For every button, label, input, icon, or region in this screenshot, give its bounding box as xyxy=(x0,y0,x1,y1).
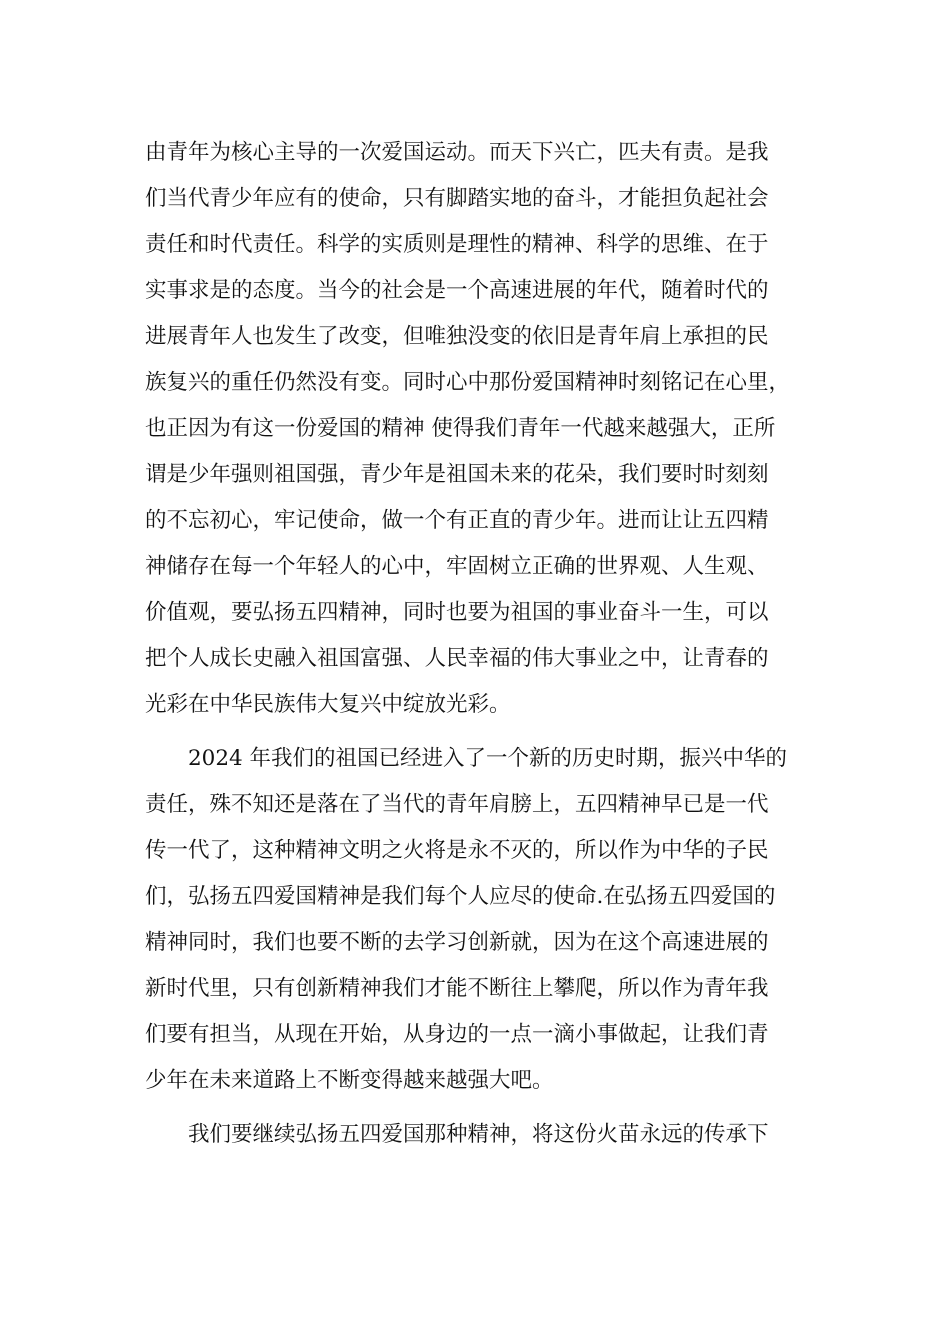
text-line: 少年在未来道路上不断变得越来越强大吧。 xyxy=(145,1068,554,1093)
paragraph-gap xyxy=(145,728,810,736)
text-line: 神储存在每一个年轻人的心中，牢固树立正确的世界观、人生观、 xyxy=(145,554,769,579)
text-line: 也正因为有这一份爱国的精神 使得我们青年一代越来越强大，正所 xyxy=(145,416,776,441)
text-line: 族复兴的重任仍然没有变。同时心中那份爱国精神时刻铭记在心里， xyxy=(145,370,791,395)
text-line: 进展青年人也发生了改变，但唯独没变的依旧是青年肩上承担的民 xyxy=(145,324,769,349)
text-line: 实事求是的态度。当今的社会是一个高速进展的年代，随着时代的 xyxy=(145,278,769,303)
text-line: 由青年为核心主导的一次爱国运动。而天下兴亡，匹夫有责。是我 xyxy=(145,140,769,165)
text-line: 们要有担当，从现在开始，从身边的一点一滴小事做起，让我们青 xyxy=(145,1022,769,1047)
paragraph-2 xyxy=(145,736,810,1104)
document-body xyxy=(145,130,810,1158)
text-line: 把个人成长史融入祖国富强、人民幸福的伟大事业之中，让青春的 xyxy=(145,646,769,671)
text-line: 们，弘扬五四爱国精神是我们每个人应尽的使命.在弘扬五四爱国的 xyxy=(145,884,776,909)
text-line: 我们要继续弘扬五四爱国那种精神，将这份火苗永远的传承下 xyxy=(145,1122,769,1147)
paragraph-3 xyxy=(145,1112,810,1158)
text-line: 2024 年我们的祖国已经进入了一个新的历史时期，振兴中华的 xyxy=(145,746,788,771)
text-line: 光彩在中华民族伟大复兴中绽放光彩。 xyxy=(145,692,511,717)
text-line: 的不忘初心，牢记使命，做一个有正直的青少年。进而让让五四精 xyxy=(145,508,769,533)
paragraph-1 xyxy=(145,130,810,728)
text-line: 精神同时，我们也要不断的去学习创新就，因为在这个高速进展的 xyxy=(145,930,769,955)
paragraph-gap xyxy=(145,1104,810,1112)
text-line: 责任和时代责任。科学的实质则是理性的精神、科学的思维、在于 xyxy=(145,232,769,257)
text-line: 传一代了，这种精神文明之火将是永不灭的，所以作为中华的子民 xyxy=(145,838,769,863)
text-line: 责任，殊不知还是落在了当代的青年肩膀上，五四精神早已是一代 xyxy=(145,792,769,817)
text-line: 们当代青少年应有的使命，只有脚踏实地的奋斗，才能担负起社会 xyxy=(145,186,769,211)
text-line: 新时代里，只有创新精神我们才能不断往上攀爬，所以作为青年我 xyxy=(145,976,769,1001)
text-line: 谓是少年强则祖国强，青少年是祖国未来的花朵，我们要时时刻刻 xyxy=(145,462,769,487)
text-line: 价值观，要弘扬五四精神，同时也要为祖国的事业奋斗一生，可以 xyxy=(145,600,769,625)
